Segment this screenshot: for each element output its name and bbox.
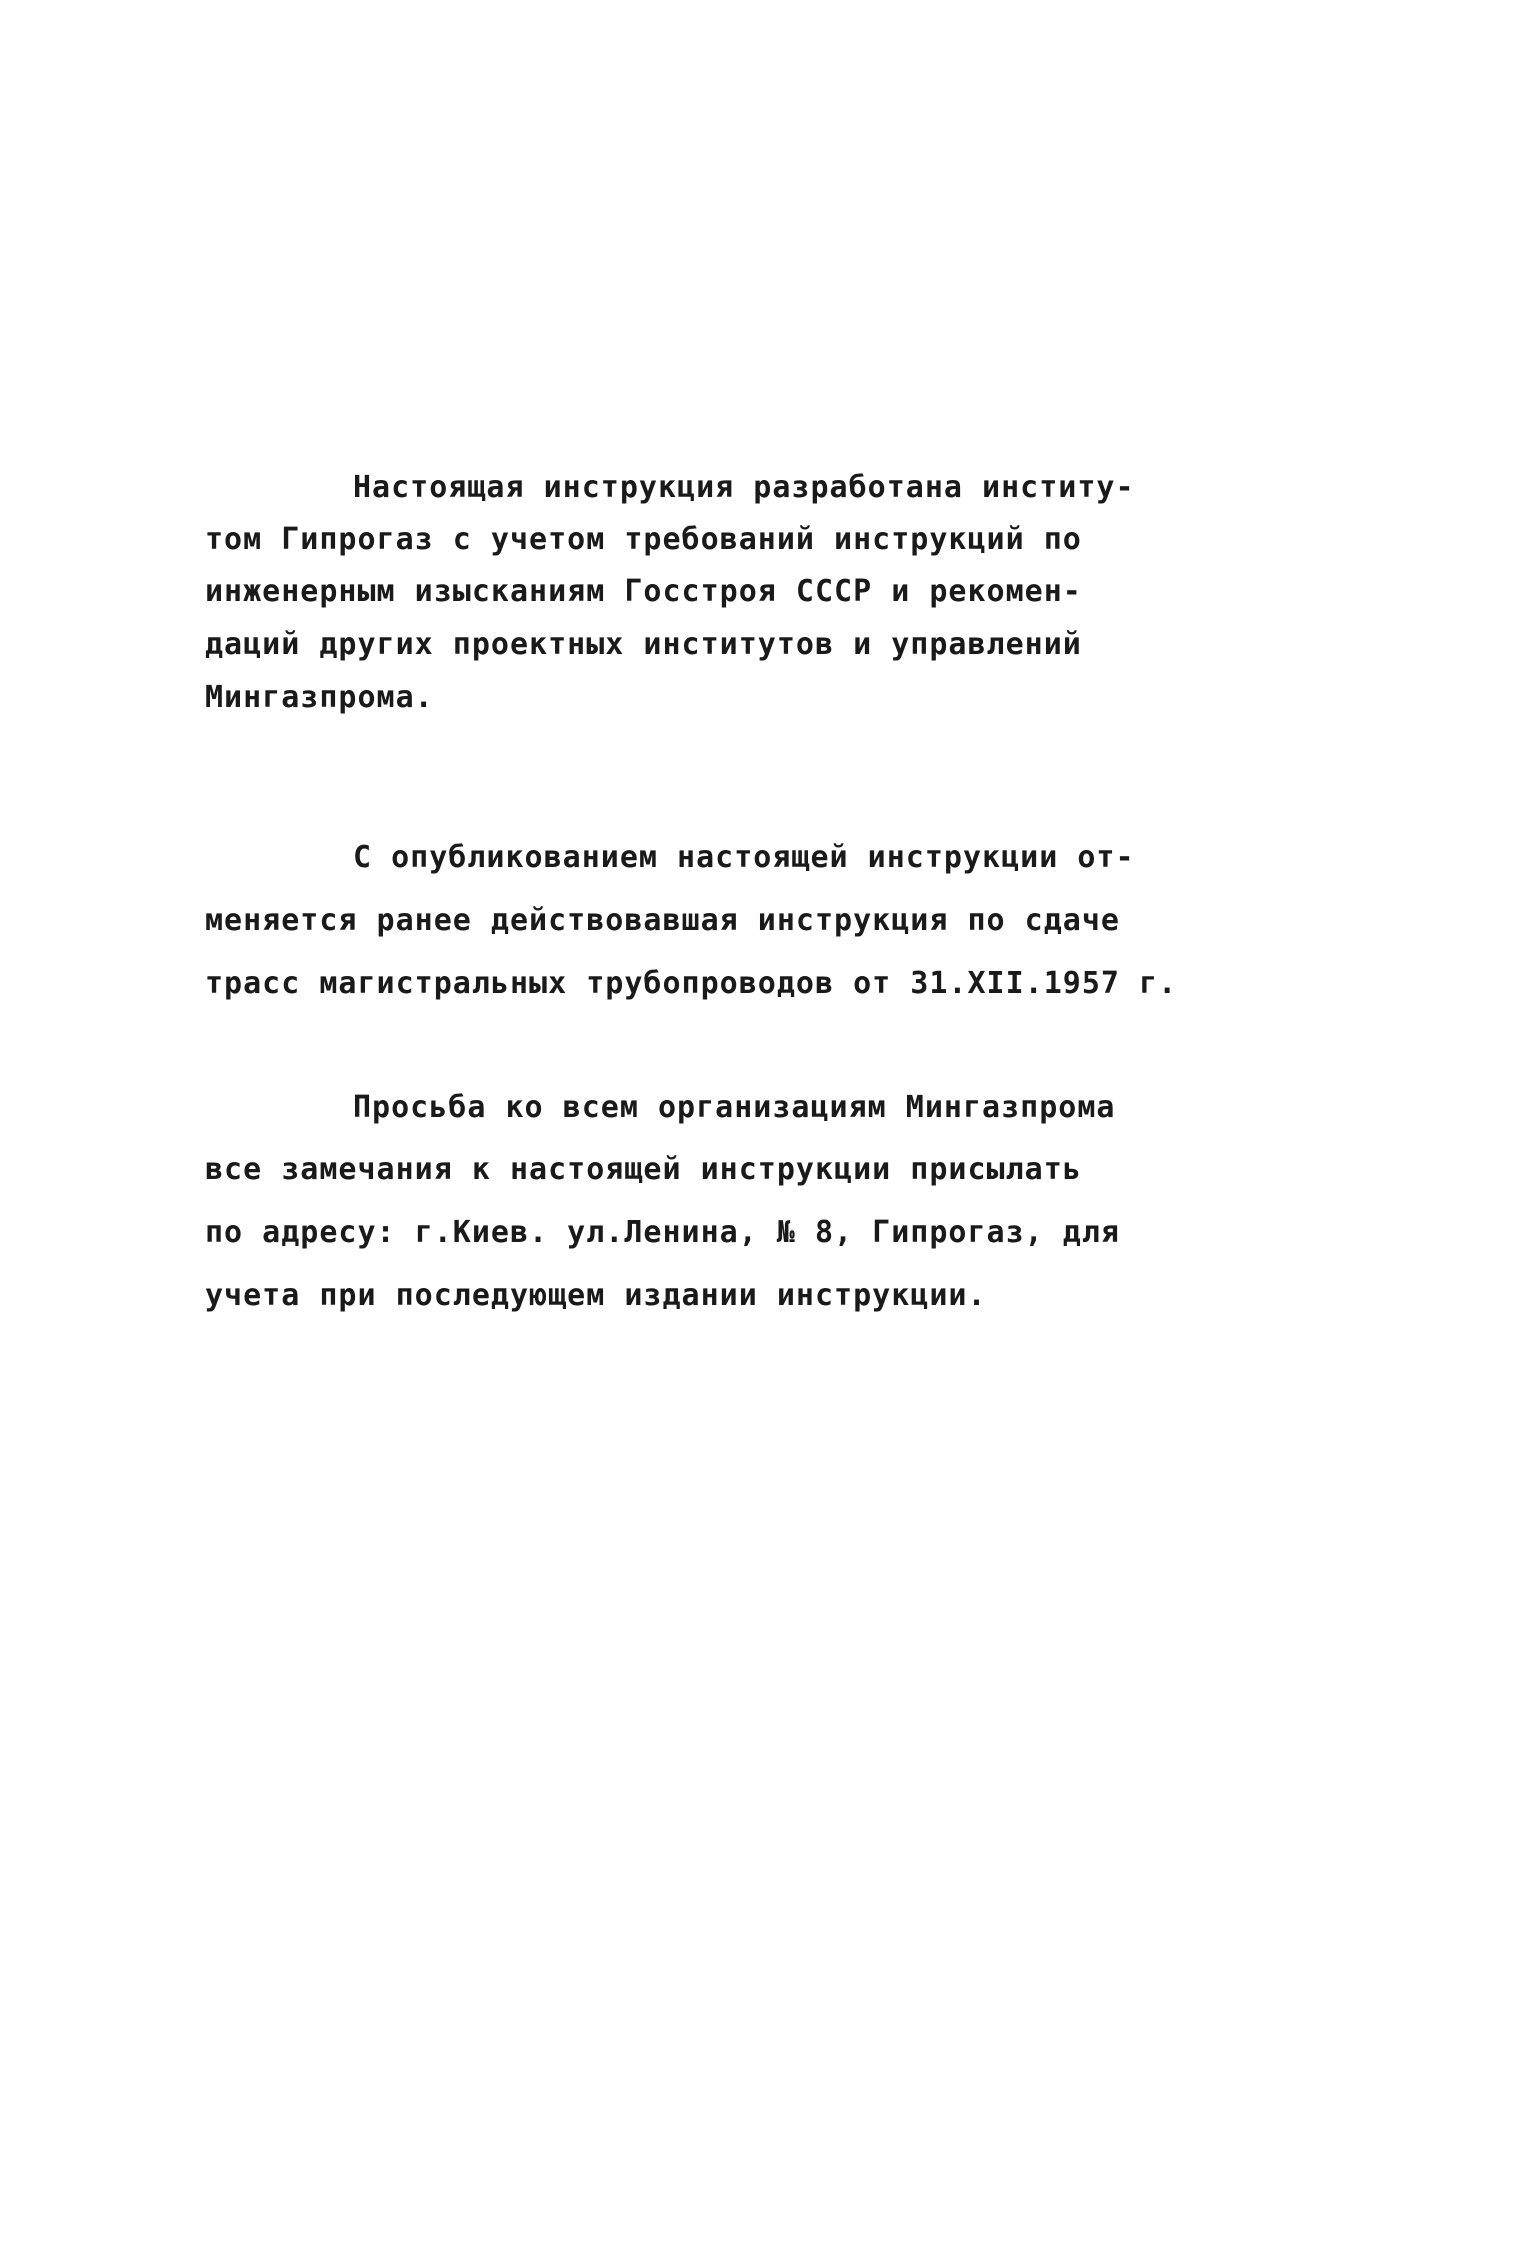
paragraph-2-line-3: трасс магистральных трубопроводов от 31.XII.1957 г.: [205, 966, 1178, 1001]
paragraph-1-line-1: Настоящая инструкция разработана институ-: [353, 470, 1135, 505]
paragraph-2-line-1: С опубликованием настоящей инструкции от-: [353, 840, 1135, 875]
paragraph-3-line-3: по адресу: г.Киев. ул.Ленина, № 8, Гипрогаз, для: [205, 1215, 1120, 1250]
paragraph-1-line-5: Мингазпрома.: [205, 680, 434, 715]
paragraph-1-line-3: инженерным изысканиям Госстроя СССР и рекомен-: [205, 574, 1082, 609]
paragraph-3-line-4: учета при последующем издании инструкции.: [205, 1278, 987, 1313]
paragraph-3-line-2: все замечания к настоящей инструкции присылать: [205, 1152, 1082, 1187]
paragraph-1-line-2: том Гипрогаз с учетом требований инструкций по: [205, 522, 1082, 557]
paragraph-1-line-4: даций других проектных институтов и управлений: [205, 627, 1082, 662]
paragraph-2-line-2: меняется ранее действовавшая инструкция по сдаче: [205, 903, 1120, 938]
paragraph-3-line-1: Просьба ко всем организациям Мингазпрома: [353, 1090, 1116, 1125]
